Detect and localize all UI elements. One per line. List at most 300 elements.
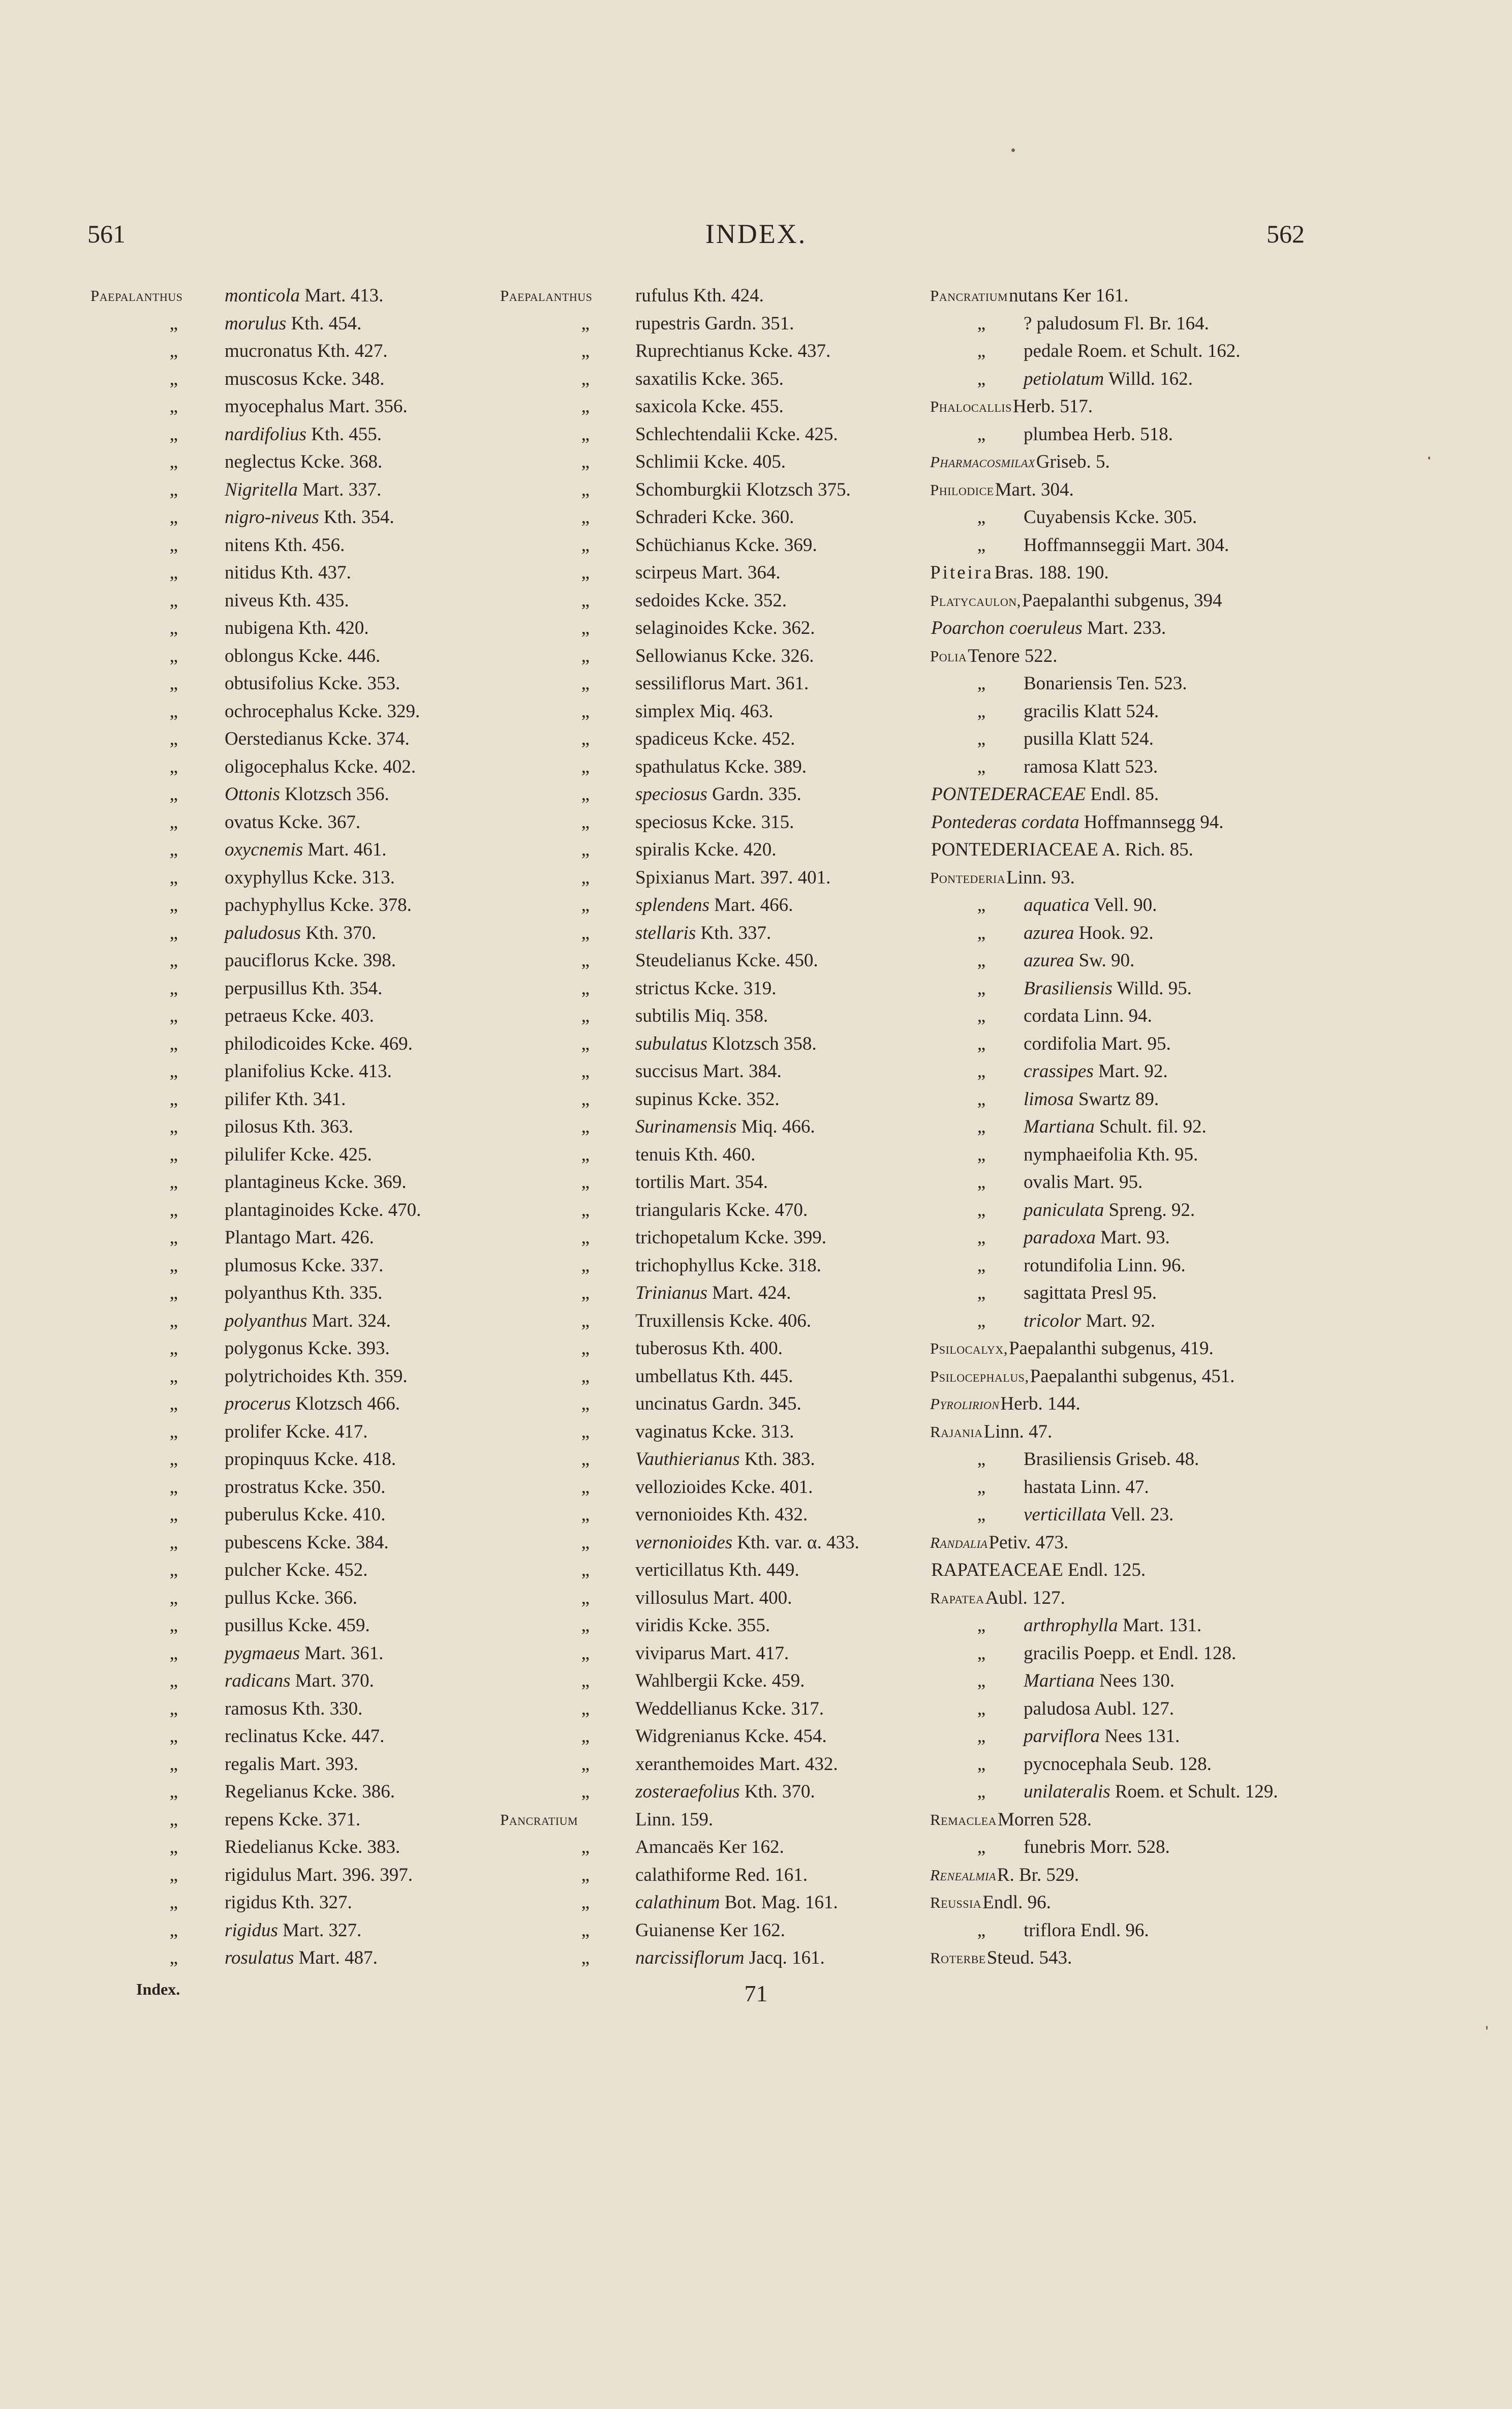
index-entry [90,1307,507,1335]
index-entry [500,1501,922,1529]
ditto-mark: „ [977,1642,986,1664]
index-entry [930,1197,1387,1225]
index-entry [930,670,1387,698]
ditto-mark: „ [169,1033,178,1054]
index-entry [930,1640,1387,1668]
ditto-mark: „ [169,756,178,777]
taxon-name: funebris Morr. 528. [1024,1837,1170,1857]
taxon-name: sedoides Kcke. 352. [635,590,787,611]
index-entry [500,421,922,449]
index-entry [500,1252,922,1280]
ditto-mark: „ [977,1033,986,1054]
ditto-mark: „ [581,1587,590,1608]
taxon-name: prolifer Kcke. 417. [225,1421,368,1442]
index-entry [500,1307,922,1335]
ditto-mark: „ [581,618,590,638]
ditto-mark: „ [581,1033,590,1054]
taxon-name: niveus Kth. 435. [225,590,349,611]
index-entry [90,1612,507,1640]
index-entry [930,1446,1387,1474]
taxon-name: pedale Roem. et Schult. 162. [1024,341,1241,361]
author-citation: Bot. Mag. 161. [720,1892,838,1913]
index-entry [90,1058,507,1086]
index-entry [500,1917,922,1945]
index-entry [930,532,1387,560]
author-citation: Vell. 23. [1106,1504,1174,1525]
ditto-mark: „ [581,1532,590,1553]
ditto-mark: „ [169,673,178,694]
index-entry [90,310,507,338]
taxon-name: Riedelianus Kcke. 383. [225,1837,400,1857]
author-citation: Willd. 95. [1112,978,1192,999]
taxon-name: PONTEDERIACEAE A. Rich. 85. [931,839,1193,860]
index-entry [90,1806,507,1834]
taxon-name: polytrichoides Kth. 359. [225,1365,408,1387]
taxon-name: subtilis Miq. 358. [635,1005,768,1026]
ditto-mark: „ [581,396,590,417]
ditto-mark: „ [169,1199,178,1221]
author-citation: Mart. 370. [290,1670,374,1691]
ditto-mark: „ [581,950,590,971]
index-entry [90,1224,507,1252]
index-entry [500,809,922,837]
index-entry [90,781,507,809]
ditto-mark: „ [581,811,590,833]
taxon-name: speciosus Kcke. 315. [635,811,794,833]
author-citation: Hoffmannsegg 94. [1079,811,1224,833]
taxon-name: Paepalanthi subgenus, 451. [1030,1365,1235,1387]
taxon-name: cordata Linn. 94. [1024,1005,1152,1026]
taxon-name: Bonariensis Ten. 523. [1024,673,1187,694]
index-entry [500,1862,922,1889]
index-entry [930,1335,1387,1363]
index-entry [90,1889,507,1917]
taxon-name: Bras. 188. 190. [994,562,1109,583]
ditto-mark: „ [169,867,178,888]
author-citation: Hook. 92. [1074,922,1154,943]
index-entry [500,365,922,393]
taxon-name: uncinatus Gardn. 345. [635,1393,801,1414]
ditto-mark: „ [581,1338,590,1359]
taxon-name: Linn. 159. [635,1809,714,1830]
ditto-mark: „ [977,1061,986,1082]
author-citation: Kth. var. α. 433. [732,1532,859,1553]
index-entry [930,1584,1387,1612]
ditto-mark: „ [977,423,986,445]
ditto-mark: „ [581,1864,590,1885]
ditto-mark: „ [977,922,986,943]
author-citation: Mart. 233. [1082,618,1166,638]
index-entry [930,1529,1387,1557]
ditto-mark: „ [169,423,178,445]
index-entry [930,504,1387,532]
taxon-name: PONTEDERACEAE [931,784,1086,805]
taxon-name: pusillus Kcke. 459. [225,1615,370,1636]
index-entry [90,1030,507,1058]
ditto-mark: „ [581,1753,590,1775]
ditto-mark: „ [581,1947,590,1968]
taxon-name: nymphaeifolia Kth. 95. [1024,1144,1198,1165]
taxon-name: Linn. 47. [983,1421,1053,1442]
taxon-name: regalis Mart. 393. [225,1753,359,1775]
index-entry [90,1557,507,1584]
ditto-mark: „ [169,1560,178,1580]
index-entry [90,1501,507,1529]
taxon-name: R. Br. 529. [997,1864,1079,1885]
ditto-mark: „ [581,1449,590,1470]
author-citation: Mart. 337. [297,479,382,500]
taxon-name: tortilis Mart. 354. [635,1172,768,1193]
taxon-name: azurea [1024,922,1074,943]
taxon-name: sessiliflorus Mart. 361. [635,673,809,694]
taxon-name: Wahlbergii Kcke. 459. [635,1670,805,1691]
index-entry [90,1834,507,1862]
ditto-mark: „ [977,507,986,528]
ditto-mark: „ [169,1642,178,1664]
genus-heading: Roterbe [930,1949,986,1967]
taxon-name: nitens Kth. 456. [225,534,345,556]
taxon-name: xeranthemoides Mart. 432. [635,1753,838,1775]
index-entry [500,1529,922,1557]
taxon-name: pullus Kcke. 366. [225,1587,358,1608]
index-entry [90,532,507,560]
ditto-mark: „ [581,700,590,722]
taxon-name: radicans [225,1670,291,1691]
ditto-mark: „ [169,1947,178,1968]
taxon-name: supinus Kcke. 352. [635,1088,780,1110]
index-entry [500,1169,922,1197]
author-citation: Kth. 454. [286,313,362,334]
taxon-name: Schüchianus Kcke. 369. [635,534,817,556]
index-entry [500,947,922,975]
index-entry [500,1335,922,1363]
index-entry [90,920,507,948]
index-entry [90,1917,507,1945]
author-citation: Mart. 424. [707,1283,791,1303]
taxon-name: simplex Miq. 463. [635,700,774,722]
index-entry [90,809,507,837]
taxon-name: puberulus Kcke. 410. [225,1504,386,1525]
taxon-name: succisus Mart. 384. [635,1061,782,1082]
genus-heading: Paepalanthus [90,287,183,304]
ditto-mark: „ [977,700,986,722]
taxon-name: Cuyabensis Kcke. 305. [1024,507,1197,528]
ditto-mark: „ [169,396,178,417]
index-entry [90,1279,507,1307]
ditto-mark: „ [581,1560,590,1580]
taxon-name: strictus Kcke. 319. [635,978,777,999]
taxon-name: Steudelianus Kcke. 450. [635,950,818,971]
index-entry [90,1252,507,1280]
taxon-name: philodicoides Kcke. 469. [225,1033,413,1054]
taxon-name: spadiceus Kcke. 452. [635,728,795,749]
taxon-name: rosulatus [225,1947,294,1968]
ditto-mark: „ [581,1781,590,1802]
index-entry [90,421,507,449]
ditto-mark: „ [169,1116,178,1137]
index-entry [90,1086,507,1114]
author-citation: Mart. 361. [299,1642,384,1664]
taxon-name: rotundifolia Linn. 96. [1024,1255,1186,1276]
ditto-mark: „ [581,590,590,611]
index-entry [500,1834,922,1862]
ditto-mark: „ [977,1670,986,1691]
taxon-name: Hoffmannseggii Mart. 304. [1024,534,1229,556]
taxon-name: Weddellianus Kcke. 317. [635,1698,824,1719]
author-citation: Mart. 487. [294,1947,378,1968]
taxon-name: reclinatus Kcke. 447. [225,1726,385,1747]
index-entry [500,1695,922,1723]
ditto-mark: „ [977,368,986,389]
genus-heading: Pancratium [500,1810,578,1828]
ditto-mark: „ [169,479,178,500]
genus-heading: Reussia [930,1894,982,1911]
index-entry [500,1723,922,1751]
taxon-name: selaginoides Kcke. 362. [635,618,815,638]
ditto-mark: „ [977,1837,986,1857]
index-column-1 [90,282,507,1972]
taxon-name: Tenore 522. [968,645,1058,666]
taxon-name: plumbea Herb. 518. [1024,423,1173,445]
genus-heading: Pancratium [930,287,1008,304]
taxon-name: gracilis Poepp. et Endl. 128. [1024,1642,1237,1664]
ditto-mark: „ [169,1753,178,1775]
index-entry [930,1695,1387,1723]
index-entry [500,1030,922,1058]
ditto-mark: „ [977,1005,986,1026]
taxon-name: polyanthus Kth. 335. [225,1283,383,1303]
index-entry [500,781,922,809]
ditto-mark: „ [977,1116,986,1137]
ditto-mark: „ [169,1670,178,1691]
ditto-mark: „ [977,978,986,999]
index-entry [500,1363,922,1391]
index-entry [930,1363,1387,1391]
taxon-name: verticillata [1024,1504,1106,1525]
index-entry [500,1584,922,1612]
index-entry [90,1640,507,1668]
genus-heading: Remaclea [930,1810,997,1828]
ditto-mark: „ [977,1283,986,1303]
taxon-name: rigidulus Mart. 396. 397. [225,1864,413,1885]
taxon-name: cordifolia Mart. 95. [1024,1033,1171,1054]
index-entry [90,448,507,476]
taxon-name: azurea [1024,950,1074,971]
ditto-mark: „ [977,1504,986,1525]
taxon-name: aquatica [1024,895,1090,916]
taxon-name: Griseb. 5. [1036,451,1110,472]
ditto-mark: „ [169,1504,178,1525]
index-entry [930,836,1387,864]
ditto-mark: „ [977,1310,986,1331]
index-entry [500,448,922,476]
author-citation: Spreng. 92. [1104,1199,1195,1221]
genus-heading: Psilocalyx, [930,1339,1008,1357]
index-entry [930,1058,1387,1086]
taxon-name: paludosus [225,922,301,943]
index-entry [500,532,922,560]
genus-heading: Philodice [930,480,994,499]
page-number-right: 562 [1267,220,1305,248]
ditto-mark: „ [169,1476,178,1498]
index-entry [930,1862,1387,1889]
author-citation: Jacq. 161. [744,1947,825,1968]
ditto-mark: „ [581,1365,590,1387]
ditto-mark: „ [581,895,590,916]
index-entry [90,1667,507,1695]
ditto-mark: „ [169,1781,178,1802]
taxon-name: rigidus Kth. 327. [225,1892,352,1913]
ditto-mark: „ [169,839,178,860]
taxon-name: Morren 528. [998,1809,1092,1830]
index-entry [500,1197,922,1225]
index-entry [90,504,507,532]
index-entry [930,476,1387,504]
ditto-mark: „ [581,867,590,888]
ditto-mark: „ [169,1283,178,1303]
index-entry [930,310,1387,338]
taxon-name: limosa [1024,1088,1074,1110]
index-entry [90,1418,507,1446]
taxon-name: viviparus Mart. 417. [635,1642,789,1664]
author-citation: Mart. 131. [1118,1615,1202,1636]
taxon-name: paradoxa [1024,1227,1096,1248]
taxon-name: vellozioides Kcke. 401. [635,1476,813,1498]
taxon-name: Schraderi Kcke. 360. [635,507,794,528]
taxon-name: Poarchon coeruleus [931,618,1083,638]
index-entry [90,338,507,365]
ditto-mark: „ [169,1088,178,1110]
ditto-mark: „ [581,978,590,999]
index-entry [90,1141,507,1169]
taxon-name: nigro-niveus [225,507,319,528]
index-entry [930,1086,1387,1114]
ditto-mark: „ [581,1726,590,1747]
author-citation: Mart. 93. [1095,1227,1170,1248]
paper-speck [1428,456,1430,460]
index-entry [90,1474,507,1502]
ditto-mark: „ [581,1393,590,1414]
taxon-name: repens Kcke. 371. [225,1809,361,1830]
index-entry [90,1529,507,1557]
ditto-mark: „ [581,534,590,556]
index-entry [90,365,507,393]
ditto-mark: „ [169,562,178,583]
taxon-name: planifolius Kcke. 413. [225,1061,392,1082]
taxon-name: prostratus Kcke. 350. [225,1476,386,1498]
index-entry [500,920,922,948]
ditto-mark: „ [977,1615,986,1636]
taxon-name: Martiana [1024,1116,1095,1137]
ditto-mark: „ [581,313,590,334]
index-entry [500,698,922,726]
taxon-name: villosulus Mart. 400. [635,1587,792,1608]
taxon-name: oligocephalus Kcke. 402. [225,756,416,777]
ditto-mark: „ [977,1449,986,1470]
index-entry [500,753,922,781]
genus-heading: Pyrolirion [930,1395,1000,1413]
taxon-name: zosteraefolius [635,1781,740,1802]
taxon-name: mucronatus Kth. 427. [225,341,388,361]
taxon-name: Vauthierianus [635,1449,740,1470]
taxon-name: tenuis Kth. 460. [635,1144,756,1165]
author-citation: Endl. 85. [1086,784,1159,805]
index-entry [500,1141,922,1169]
taxon-name: rupestris Gardn. 351. [635,313,794,334]
index-entry [930,1113,1387,1141]
index-entry [930,1917,1387,1945]
taxon-name: Spixianus Mart. 397. 401. [635,867,831,888]
taxon-name: nutans Ker 161. [1009,285,1129,306]
index-entry [90,975,507,1003]
index-entry [90,587,507,615]
paper-speck [1486,2026,1488,2030]
index-column-3 [930,282,1387,1972]
index-entry [930,1667,1387,1695]
ditto-mark: „ [169,313,178,334]
signature-mark: Index. [136,1980,180,1998]
ditto-mark: „ [977,756,986,777]
index-entry [500,615,922,643]
ditto-mark: „ [977,1172,986,1193]
index-entry [500,1612,922,1640]
taxon-name: muscosus Kcke. 348. [225,368,385,389]
index-entry [930,421,1387,449]
ditto-mark: „ [977,1227,986,1248]
author-citation: Mart. 413. [299,285,384,306]
index-entry [930,559,1387,587]
author-citation: Swartz 89. [1073,1088,1159,1110]
index-entry [500,1806,922,1834]
index-entry [500,1446,922,1474]
taxon-name: oxyphyllus Kcke. 313. [225,867,395,888]
index-entry [930,1501,1387,1529]
index-entry [90,1778,507,1806]
taxon-name: verticillatus Kth. 449. [635,1560,799,1580]
taxon-name: monticola [225,285,300,306]
index-entry [500,1224,922,1252]
ditto-mark: „ [169,1837,178,1857]
index-entry [500,1889,922,1917]
ditto-mark: „ [977,1476,986,1498]
ditto-mark: „ [169,811,178,833]
index-entry [930,698,1387,726]
genus-heading: Pontederia [930,868,1006,887]
index-entry [500,1279,922,1307]
author-citation: Klotzsch 356. [280,784,389,805]
index-entry [90,864,507,892]
index-entry [930,725,1387,753]
index-entry [930,1169,1387,1197]
taxon-name: Ruprechtianus Kcke. 437. [635,341,831,361]
index-entry [500,643,922,670]
index-entry [90,282,507,310]
taxon-name: ramosus Kth. 330. [225,1698,363,1719]
index-entry [930,892,1387,920]
index-entry [90,559,507,587]
author-citation: Mart. 324. [307,1310,391,1331]
index-entry [90,615,507,643]
ditto-mark: „ [581,341,590,361]
index-entry [930,1307,1387,1335]
index-entry [90,1944,507,1972]
ditto-mark: „ [581,839,590,860]
genus-heading: Phalocallis [930,398,1012,415]
taxon-name: pubescens Kcke. 384. [225,1532,389,1553]
taxon-name: pusilla Klatt 524. [1024,728,1154,749]
index-entry [930,1252,1387,1280]
index-entry [500,1418,922,1446]
